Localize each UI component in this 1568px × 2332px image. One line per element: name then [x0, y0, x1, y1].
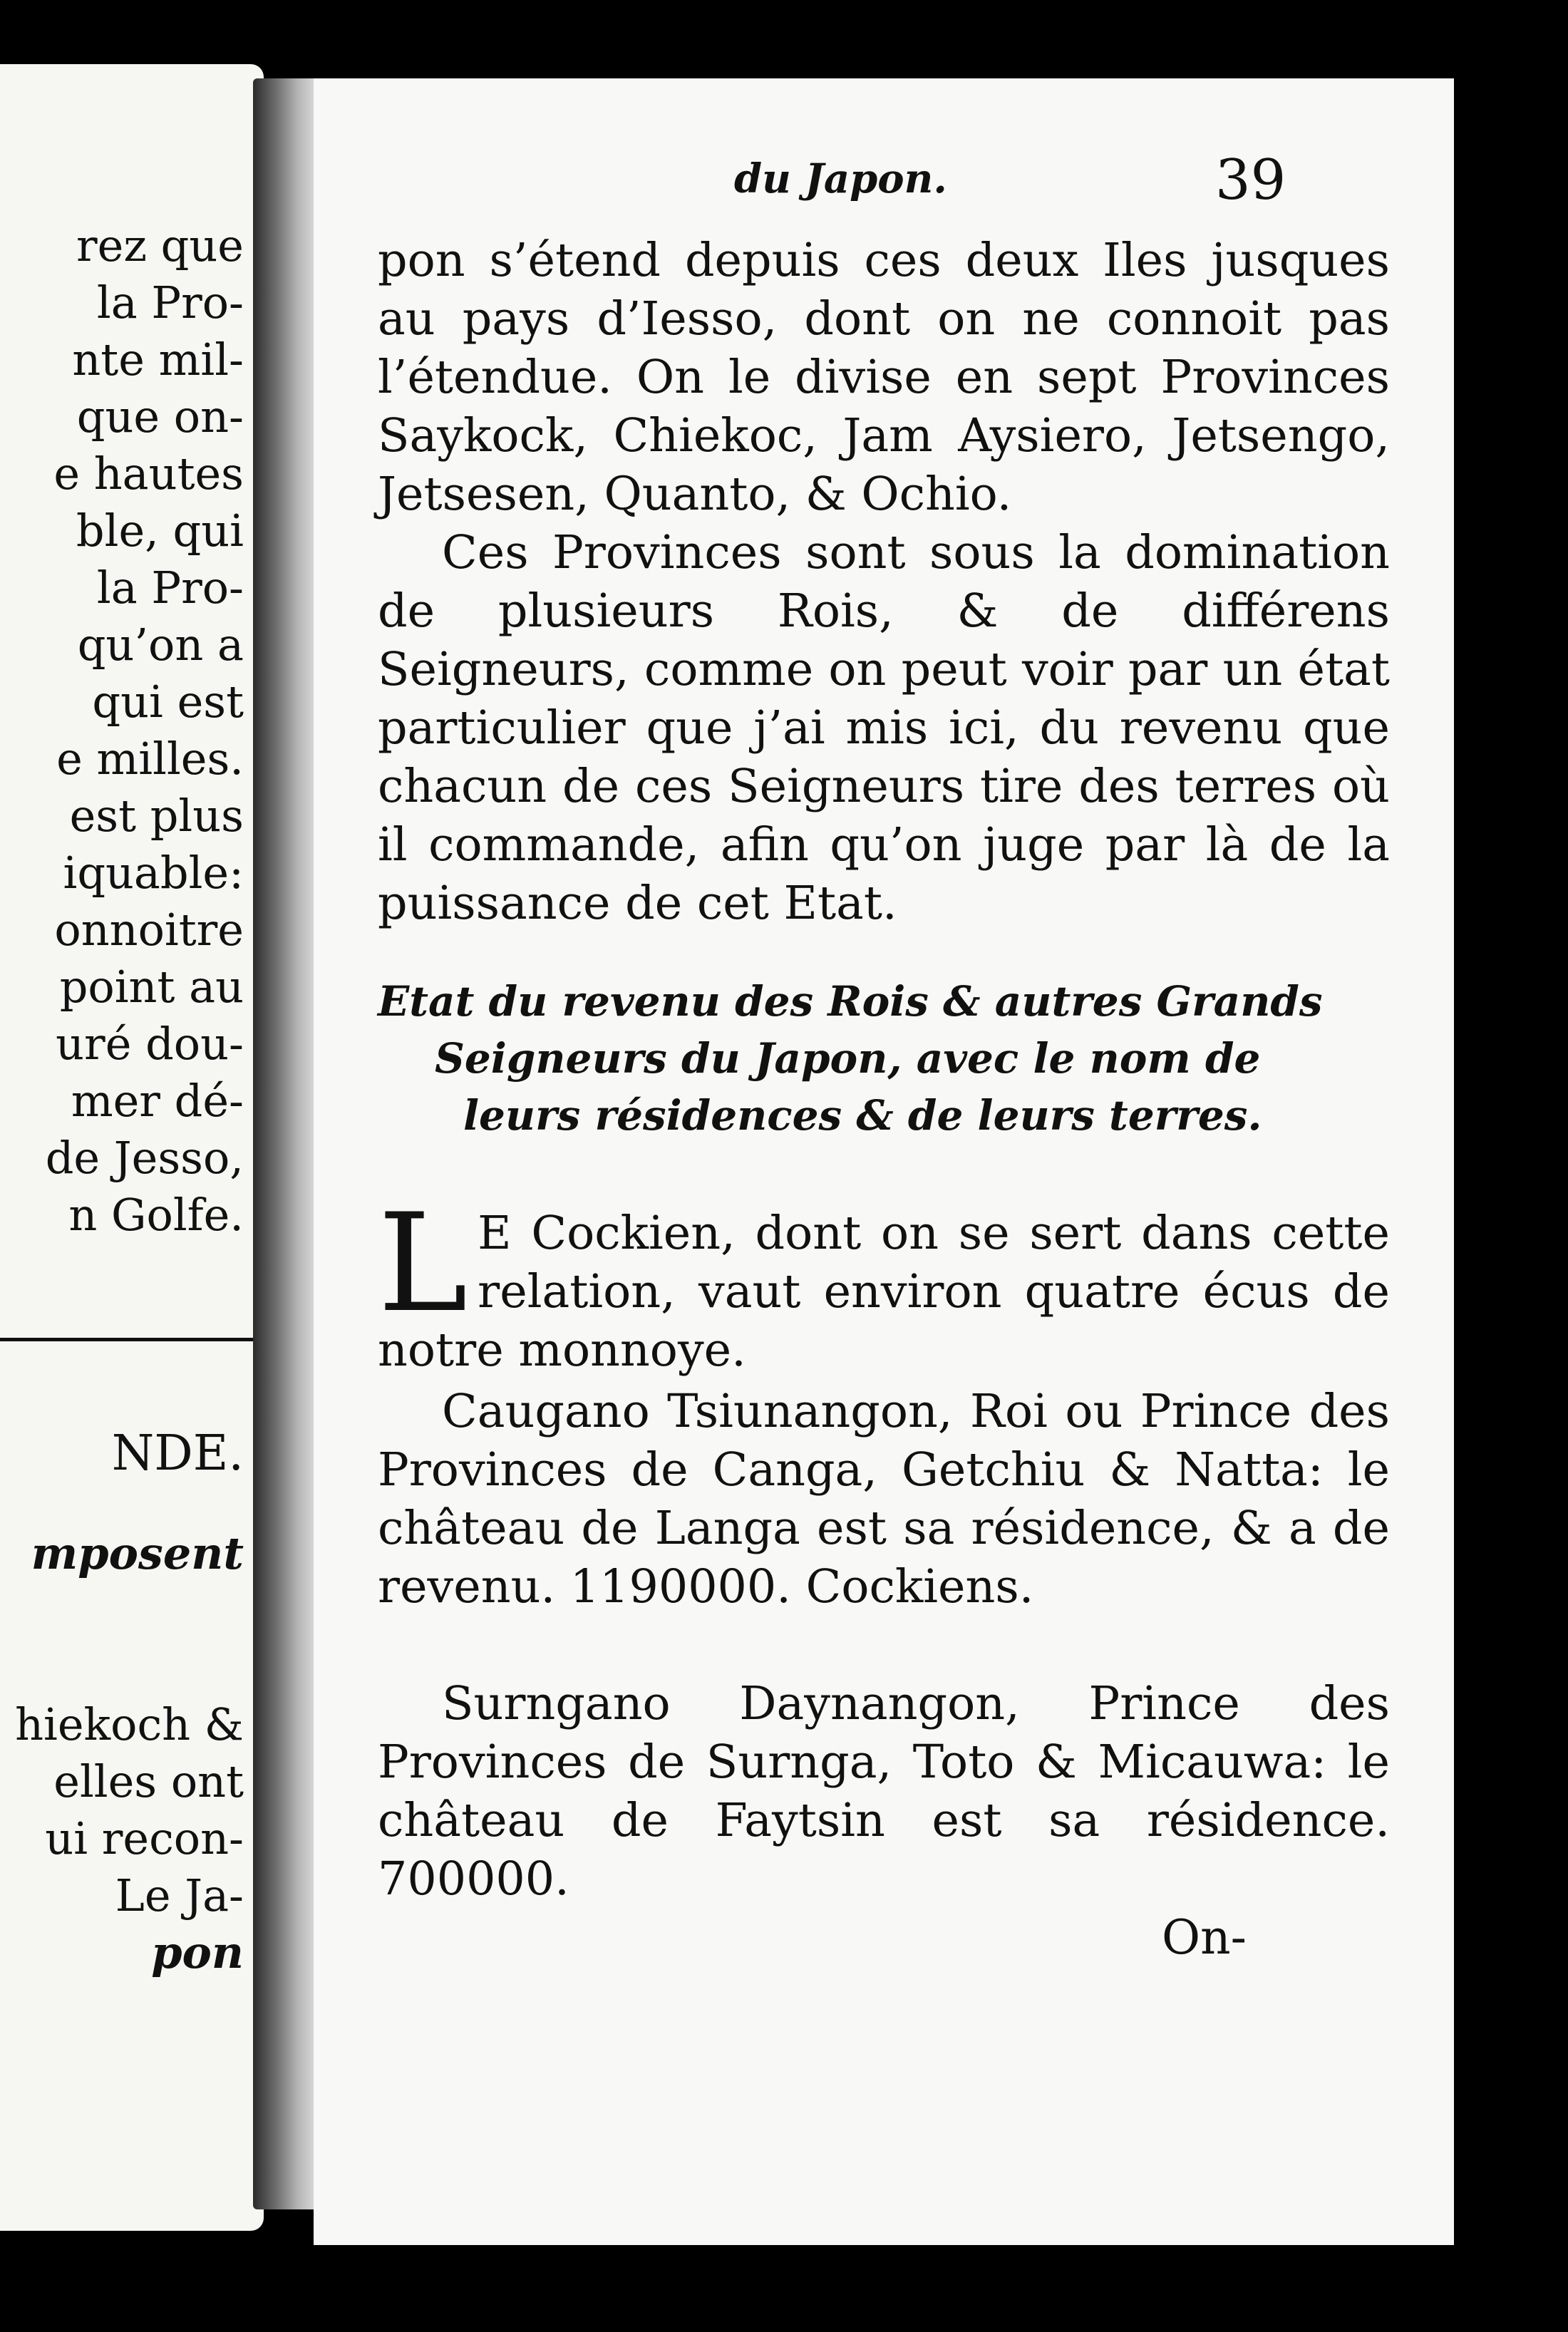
- paragraph-text: E Cockien, dont on se sert dans cette relation, vaut environ quatre écus de notre monnoye.: [378, 1207, 1390, 1377]
- left-fragment: la Pro-: [96, 277, 244, 329]
- left-fragment: rez que: [76, 220, 244, 272]
- heading-line: Etat du revenu des Rois & autres Grands: [378, 977, 1323, 1026]
- left-fragment: qui est: [92, 676, 244, 728]
- left-fragment: est plus: [69, 790, 244, 842]
- left-fragment: uré dou-: [56, 1018, 244, 1070]
- left-fragment: ui recon-: [45, 1812, 244, 1864]
- left-fragment: ble, qui: [76, 505, 244, 557]
- heading-line: Seigneurs du Japon, avec le nom de: [435, 1034, 1261, 1083]
- left-fragment: mer dé-: [71, 1075, 244, 1127]
- paragraph-cockien: [378, 1185, 1390, 1380]
- left-fragment: de Jesso,: [45, 1132, 244, 1184]
- left-page: [0, 64, 264, 2231]
- left-fragment: onnoitre: [54, 904, 244, 956]
- left-fragment: e hautes: [53, 448, 244, 500]
- catchword: On-: [1162, 1910, 1247, 1965]
- drop-cap: L: [378, 1185, 468, 1342]
- left-fragment: point au: [59, 961, 244, 1013]
- left-fragment: iquable:: [63, 847, 244, 899]
- paragraph-domination: [378, 524, 1390, 933]
- entry-caugano: [378, 1383, 1390, 1616]
- page-number: 39: [1215, 148, 1286, 212]
- paragraph-provinces: [378, 232, 1390, 524]
- left-fragment: NDE.: [111, 1425, 244, 1482]
- left-fragment: e milles.: [56, 733, 244, 785]
- heading-line: leurs résidences & de leurs terres.: [463, 1091, 1262, 1140]
- left-fragment: mposent: [31, 1527, 244, 1579]
- left-fragment: pon: [151, 1926, 244, 1978]
- left-fragment: nte mil-: [72, 334, 244, 386]
- paragraph-text: Ces Provinces sont sous la domination de plusieurs Rois, & de différens Seigneurs, comme on peut voir par un état particulier que j’ai mis ici, du revenu que chacun de ces Seigneurs tire des terres où il commande, afin qu’on juge par là de la puissance de cet Etat.: [378, 526, 1390, 930]
- running-head: du Japon.: [734, 155, 947, 202]
- paragraph-text: Surngano Daynangon, Prince des Provinces de Surnga, Toto & Micauwa: le château de Faytsin est sa résidence. 700000.: [378, 1677, 1390, 1906]
- paragraph-text: pon s’étend depuis ces deux Iles jusques au pays d’Iesso, dont on ne connoit pas l’étendue. On le divise en sept Provinces Saykock, Chiekoc, Jam Aysiero, Jetsengo, Jetsesen, Quanto, & Ochio.: [378, 234, 1390, 521]
- left-page-rule: [0, 1338, 264, 1341]
- left-fragment: Le Ja-: [115, 1869, 244, 1921]
- paragraph-text: Caugano Tsiunangon, Roi ou Prince des Provinces de Canga, Getchiu & Natta: le château de Langa est sa résidence, & a de revenu. 1190000. Cockiens.: [378, 1385, 1390, 1614]
- entry-surngano: [378, 1675, 1390, 1909]
- left-fragment: elles ont: [53, 1755, 244, 1807]
- left-fragment: que on-: [76, 391, 244, 443]
- right-page: [314, 78, 1454, 2245]
- book-gutter: [253, 78, 317, 2209]
- left-fragment: qu’on a: [77, 619, 244, 671]
- section-heading: [378, 973, 1390, 1144]
- left-fragment: la Pro-: [96, 562, 244, 614]
- left-fragment: hiekoch &: [15, 1698, 244, 1750]
- left-fragment: n Golfe.: [68, 1189, 244, 1241]
